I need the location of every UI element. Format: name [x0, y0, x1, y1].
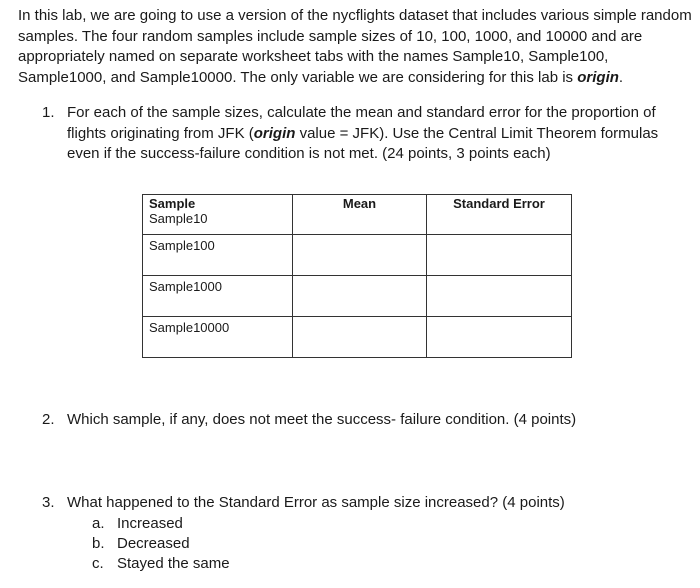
- question-3-text: What happened to the Standard Error as sample size increased? (4 points): [67, 494, 565, 511]
- row-sample-label: Sample100: [149, 238, 215, 253]
- question-3-number: 3.: [42, 494, 55, 511]
- option-c[interactable]: [92, 554, 230, 575]
- header-sample-cell: [143, 195, 293, 235]
- option-a-letter: a.: [92, 515, 105, 532]
- option-c-text: Stayed the same: [117, 555, 230, 572]
- question-1-number: 1.: [42, 104, 55, 121]
- question-1-emphasis: origin: [253, 124, 296, 142]
- mean-cell[interactable]: [293, 235, 427, 276]
- question-1-text-start: For each of the sample sizes, calculate the mean and standard error for the proportion of flights originating from JFK (: [67, 104, 656, 142]
- standard-error-cell[interactable]: [427, 317, 572, 358]
- question-1-text-end: value = JFK). Use the Central Limit Theorem formulas even if the success-failure condition is not met. (24 points, 3 points each): [67, 124, 659, 162]
- option-b-text: Decreased: [117, 535, 190, 552]
- header-mean: Mean: [342, 196, 377, 211]
- row-sample-cell: [143, 235, 293, 276]
- row-sample-cell: [143, 276, 293, 317]
- header-sample: Sample: [149, 196, 196, 211]
- question-1-text: [67, 103, 692, 165]
- header-se-cell: [427, 195, 572, 235]
- intro-text-end: .: [618, 68, 624, 86]
- row-sample-label: Sample10: [149, 211, 208, 226]
- mean-cell[interactable]: [293, 276, 427, 317]
- results-table: [142, 194, 572, 358]
- header-standard-error: Standard Error: [453, 196, 545, 211]
- row-sample-label: Sample1000: [149, 279, 222, 294]
- intro-text: In this lab, we are going to use a version of the nycflights dataset that includes various simple random samples. The four random samples include sample sizes of 10, 100, 1000, and 10000 and are appropriately named on separate worksheet tabs with the names Sample10, Sample100, Sample1000, and Sample10000. The only variable we are considering for this lab is: [18, 7, 692, 86]
- option-c-letter: c.: [92, 555, 104, 572]
- standard-error-cell[interactable]: [427, 276, 572, 317]
- option-a-text: Increased: [117, 515, 183, 532]
- option-a[interactable]: [92, 514, 183, 535]
- option-b-letter: b.: [92, 535, 105, 552]
- question-2-text: Which sample, if any, does not meet the success- failure condition. (4 points): [67, 411, 577, 428]
- option-b[interactable]: [92, 534, 190, 555]
- intro-paragraph: [18, 6, 693, 88]
- standard-error-cell[interactable]: [427, 235, 572, 276]
- row-sample-cell: [143, 317, 293, 358]
- question-2-number: 2.: [42, 411, 55, 428]
- header-mean-cell: [293, 195, 427, 235]
- row-sample-label: Sample10000: [149, 320, 230, 335]
- intro-emphasis: origin: [577, 68, 619, 86]
- mean-cell[interactable]: [293, 317, 427, 358]
